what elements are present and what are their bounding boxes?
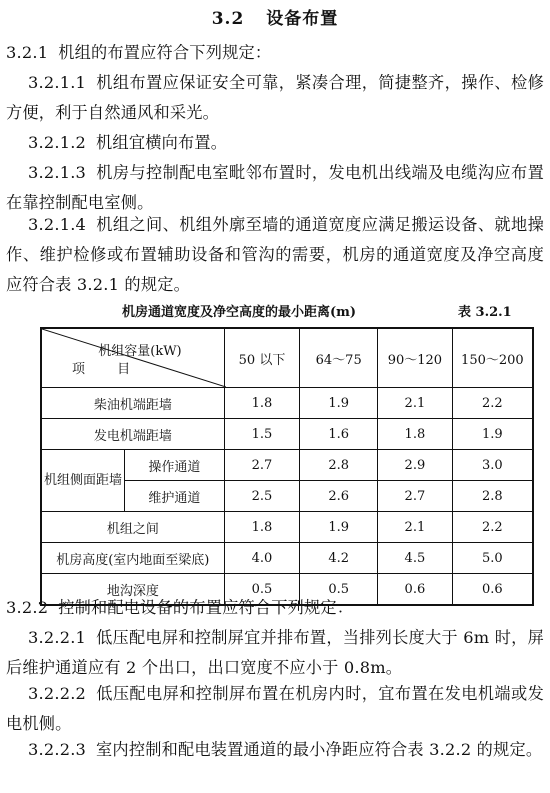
- table-title: 机房通道宽度及净空高度的最小距离(m): [122, 305, 357, 320]
- clause-3-2-1: [6, 38, 544, 68]
- section-heading: [0, 4, 550, 29]
- column-header: 50 以下: [224, 328, 300, 388]
- clause-3-2-2: [6, 593, 544, 623]
- clause-text: 机房与控制配电室毗邻布置时，发电机出线端及电缆沟应布置在靠控制配电室侧。: [6, 163, 544, 212]
- table-cell: 3.0: [452, 450, 533, 481]
- table-row: [41, 450, 533, 481]
- clause-text: 低压配电屏和控制屏布置在机房内时，宜布置在发电机端或发电机侧。: [6, 684, 544, 733]
- clause-text: 机组宜横向布置。: [96, 133, 228, 152]
- clause-3-2-1-1: [6, 68, 544, 128]
- clause-3-2-2-3: [6, 735, 544, 765]
- row-label: 发电机端距墙: [41, 419, 224, 450]
- table-row: [41, 419, 533, 450]
- clause-code: 3.2.1: [6, 43, 49, 62]
- table-cell: 2.7: [224, 450, 300, 481]
- table-cell: 1.8: [224, 512, 300, 543]
- clause-3-2-2-1: [6, 623, 544, 683]
- table-cell: 2.1: [378, 388, 453, 419]
- table-cell: 1.9: [300, 388, 378, 419]
- table-cell: 1.8: [224, 388, 300, 419]
- clause-3-2-1-4: [6, 210, 544, 300]
- table-cell: 2.6: [300, 481, 378, 512]
- section-number: 3.2: [211, 9, 245, 29]
- table-cell: 1.9: [300, 512, 378, 543]
- table-row: [41, 388, 533, 419]
- table-row: [41, 512, 533, 543]
- row-label: 维护通道: [125, 481, 225, 512]
- clause-text: 低压配电屏和控制屏宜并排布置，当排列长度大于 6m 时，屏后维护通道应有 2 个出口，出口宽度不应小于 0.8m。: [6, 628, 544, 677]
- clause-3-2-1-3: [6, 158, 544, 218]
- clause-text: 控制和配电设备的布置应符合下列规定：: [58, 598, 354, 617]
- clause-text: 机组的布置应符合下列规定：: [58, 43, 272, 62]
- table-cell: 2.8: [300, 450, 378, 481]
- table-cell: 4.5: [378, 543, 453, 574]
- table-cell: 2.2: [452, 388, 533, 419]
- table-cell: 2.5: [224, 481, 300, 512]
- group-label: 机组侧面距墙: [41, 450, 125, 512]
- row-label: 柴油机端距墙: [41, 388, 224, 419]
- clause-code: 3.2.2.3: [28, 740, 87, 759]
- table-cell: 2.8: [452, 481, 533, 512]
- row-label: 机组之间: [41, 512, 224, 543]
- clause-code: 3.2.1.1: [28, 73, 87, 92]
- clause-code: 3.2.1.3: [28, 163, 87, 182]
- column-header: 90～120: [378, 328, 453, 388]
- table-cell: 0.5: [224, 574, 300, 606]
- table-header-row: [41, 328, 533, 388]
- row-label: 地沟深度: [41, 574, 224, 606]
- table-cell: 1.5: [224, 419, 300, 450]
- clause-3-2-1-2: [6, 128, 544, 158]
- row-label: 操作通道: [125, 450, 225, 481]
- table-number: 表 3.2.1: [458, 305, 512, 320]
- header-item-label: 项 目: [72, 362, 145, 377]
- clause-text: 机组布置应保证安全可靠，紧凑合理，简捷整齐，操作、检修方便，利于自然通风和采光。: [6, 73, 544, 122]
- table-row: [41, 543, 533, 574]
- table-cell: 0.6: [378, 574, 453, 606]
- table-cell: 2.2: [452, 512, 533, 543]
- table-cell: 0.5: [300, 574, 378, 606]
- column-header: 150～200: [452, 328, 533, 388]
- distance-table: [40, 327, 534, 606]
- clause-text: 机组之间、机组外廓至墙的通道宽度应满足搬运设备、就地操作、维护检修或布置辅助设备和管沟的需要，机房的通道宽度及净空高度应符合表 3.2.1 的规定。: [6, 215, 544, 294]
- table-cell: 4.2: [300, 543, 378, 574]
- table-cell: 1.8: [378, 419, 453, 450]
- clause-code: 3.2.1.2: [28, 133, 87, 152]
- table-cell: 1.9: [452, 419, 533, 450]
- clause-3-2-2-2: [6, 679, 544, 739]
- table-cell: 5.0: [452, 543, 533, 574]
- clause-code: 3.2.2.2: [28, 684, 87, 703]
- table-cell: 4.0: [224, 543, 300, 574]
- clause-code: 3.2.1.4: [28, 215, 87, 234]
- table-cell: 0.6: [452, 574, 533, 606]
- table-cell: 2.9: [378, 450, 453, 481]
- section-title: 设备布置: [266, 9, 339, 29]
- header-capacity-label: 机组容量(kW): [98, 344, 182, 359]
- row-label: 机房高度(室内地面至梁底): [41, 543, 224, 574]
- clause-code: 3.2.2: [6, 598, 49, 617]
- clause-code: 3.2.2.1: [28, 628, 87, 647]
- column-header: 64～75: [300, 328, 378, 388]
- table-cell: 2.1: [378, 512, 453, 543]
- table-cell: 1.6: [300, 419, 378, 450]
- clause-text: 室内控制和配电装置通道的最小净距应符合表 3.2.2 的规定。: [96, 740, 543, 759]
- diagonal-header-cell: [41, 328, 224, 388]
- table-cell: 2.7: [378, 481, 453, 512]
